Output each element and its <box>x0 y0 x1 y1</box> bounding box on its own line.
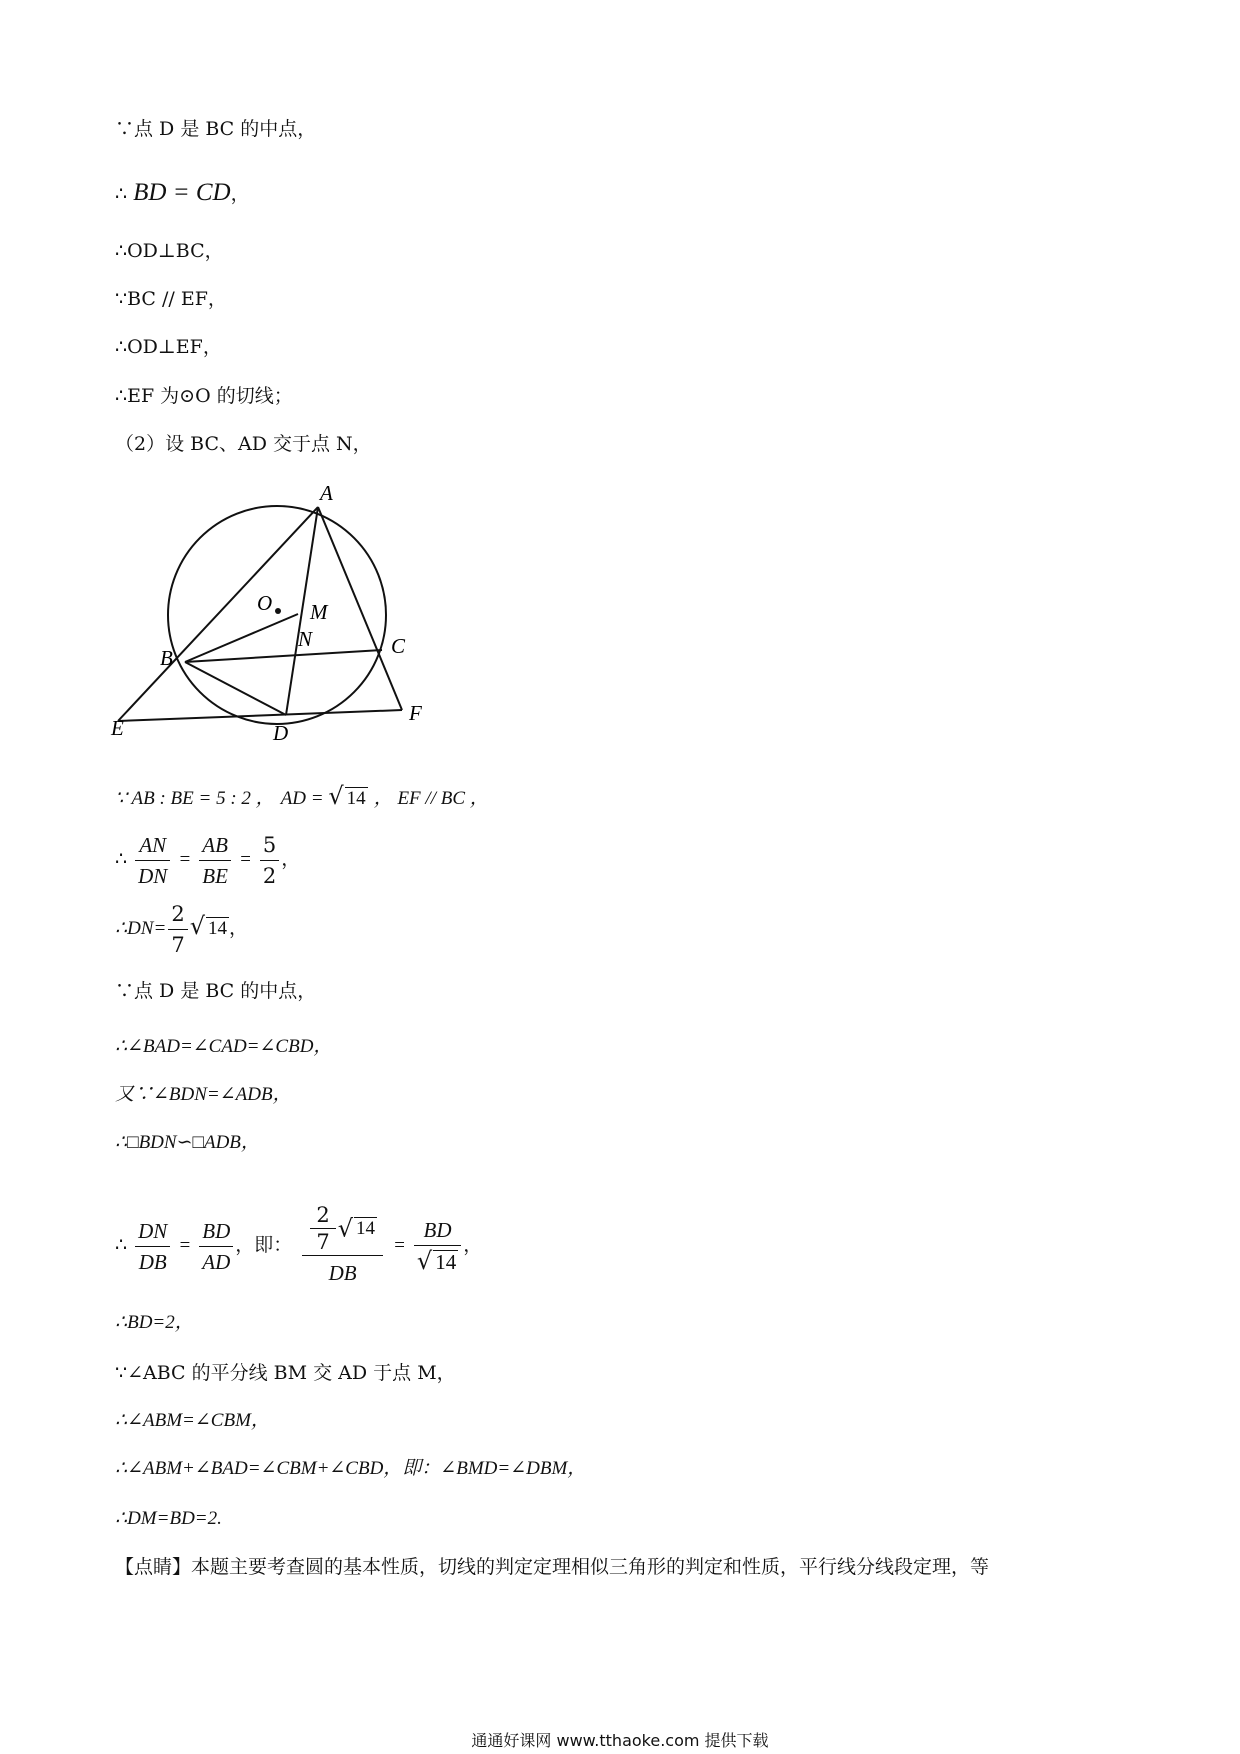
compound-fraction <box>302 1202 383 1290</box>
line-bc <box>185 650 382 662</box>
text-line: 又∵∠BDN=∠ADB， <box>115 1084 292 1105</box>
text-line <box>115 783 489 812</box>
line-ef <box>118 710 402 721</box>
text-line: ∵BC // EF， <box>115 288 227 310</box>
sqrt-radicand: 14 <box>355 1218 375 1239</box>
numerator: DN <box>135 1216 170 1247</box>
dn-expression: ∴DN= <box>115 918 167 939</box>
text-line: 【点睛】本题主要考查圆的基本性质，切线的判定定理相似三角形的判定和性质，平行线分线段定理，等 <box>115 1556 990 1578</box>
label-n: N <box>298 627 313 651</box>
denominator: BE <box>202 863 228 888</box>
fraction <box>168 899 187 960</box>
sqrt-symbol: √ <box>328 782 344 810</box>
therefore-symbol: ∴ <box>115 183 134 205</box>
denominator: 7 <box>316 1230 330 1254</box>
sqrt-symbol: √ <box>416 1247 433 1275</box>
compound-numerator <box>302 1202 383 1256</box>
sqrt-radicand: 14 <box>207 918 227 939</box>
therefore-symbol: ∴ <box>115 1234 128 1256</box>
sqrt-radicand: 14 <box>435 1250 457 1274</box>
punctuation: ， <box>281 848 301 870</box>
label-c: C <box>391 634 406 658</box>
numerator: 5 <box>260 830 279 861</box>
punctuation: ，即： <box>235 1234 293 1256</box>
numerator: AN <box>135 830 170 861</box>
fraction <box>310 1202 335 1255</box>
punctuation: ， <box>228 917 248 939</box>
label-a: A <box>320 481 333 505</box>
text-line: ∴EF 为⊙O 的切线； <box>115 385 293 407</box>
label-d: D <box>273 721 289 740</box>
sqrt-symbol: √ <box>337 1214 353 1243</box>
text-line: ∵∠ABC 的平分线 BM 交 AD 于点 M， <box>115 1362 456 1384</box>
denominator: 2 <box>262 863 277 888</box>
text-line: ∴∠ABM+∠BAD=∠CBM+∠CBD，即：∠BMD=∠DBM， <box>115 1458 587 1479</box>
text-line: ∴DM=BD=2. <box>115 1508 222 1529</box>
center-dot <box>275 608 281 614</box>
therefore-symbol: ∴ <box>115 848 128 870</box>
footer-text: 通通好课网 www.tthaoke.com 提供下载 <box>471 1731 769 1750</box>
punctuation: ， <box>463 1234 483 1256</box>
parallel-expression: ， EF // BC ， <box>373 788 489 809</box>
text-line: ∵点 D 是 BC 的中点， <box>115 118 317 140</box>
text-line: （2）设 BC、AD 交于点 N， <box>115 433 372 455</box>
text-line: ∵点 D 是 BC 的中点， <box>115 980 317 1002</box>
denominator: DN <box>138 863 168 888</box>
ratio-expression: ∵ AB : BE = 5 : 2 ， <box>115 788 275 809</box>
denominator <box>414 1246 461 1277</box>
line-bd <box>185 662 286 715</box>
text-line <box>115 895 248 960</box>
denominator: DB <box>138 1249 167 1274</box>
text-line: ∴∠BAD=∠CAD=∠CBD， <box>115 1036 333 1057</box>
sqrt-radicand: 14 <box>346 788 366 809</box>
fraction <box>135 1216 170 1277</box>
fraction <box>260 830 279 891</box>
numerator: BD <box>199 1216 233 1247</box>
denominator: AD <box>202 1249 231 1274</box>
punctuation: ， <box>230 183 250 205</box>
denominator: 7 <box>171 932 185 957</box>
text-line: ∴ $\frac{DN}{DB}$ = $\frac{BD}{AD}$ ，即： $\frac{2}{7}$ √ 14 DB = $\frac{BD}{√ 14}$ ， <box>115 1190 482 1301</box>
fraction <box>199 830 231 891</box>
numerator: 2 <box>310 1202 335 1229</box>
line-af <box>318 507 402 710</box>
math-expression: BD = CD <box>133 179 231 206</box>
line-ae <box>118 507 318 721</box>
numerator: AB <box>199 830 231 861</box>
label-f: F <box>409 701 422 725</box>
sqrt-symbol: √ <box>189 912 205 940</box>
label-m: M <box>310 600 328 624</box>
numerator: 2 <box>168 899 187 930</box>
text-line: ∴BD=2， <box>115 1312 194 1333</box>
numerator: BD <box>414 1215 461 1246</box>
denominator: DB <box>328 1261 357 1285</box>
fraction <box>199 1216 233 1277</box>
geometry-figure <box>105 470 445 740</box>
label-e: E <box>111 716 124 740</box>
text-line <box>115 180 250 207</box>
ad-expression: AD = <box>280 788 329 809</box>
label-o: O <box>257 591 273 615</box>
text-line: ∴□BDN∽□ADB， <box>115 1132 260 1153</box>
text-line: ∴OD⊥EF， <box>115 336 222 358</box>
text-line: ∴ $\frac{AN}{DN}$ = $\frac{AB}{BE}$ = $\frac{5}{2}$ ， <box>115 828 300 891</box>
line-bm <box>185 614 298 662</box>
text-line: ∴∠ABM=∠CBM， <box>115 1410 270 1431</box>
fraction <box>135 830 170 891</box>
text-line: ∴OD⊥BC， <box>115 240 224 262</box>
label-b: B <box>160 646 173 670</box>
fraction <box>414 1215 461 1277</box>
circle-o <box>168 506 386 724</box>
